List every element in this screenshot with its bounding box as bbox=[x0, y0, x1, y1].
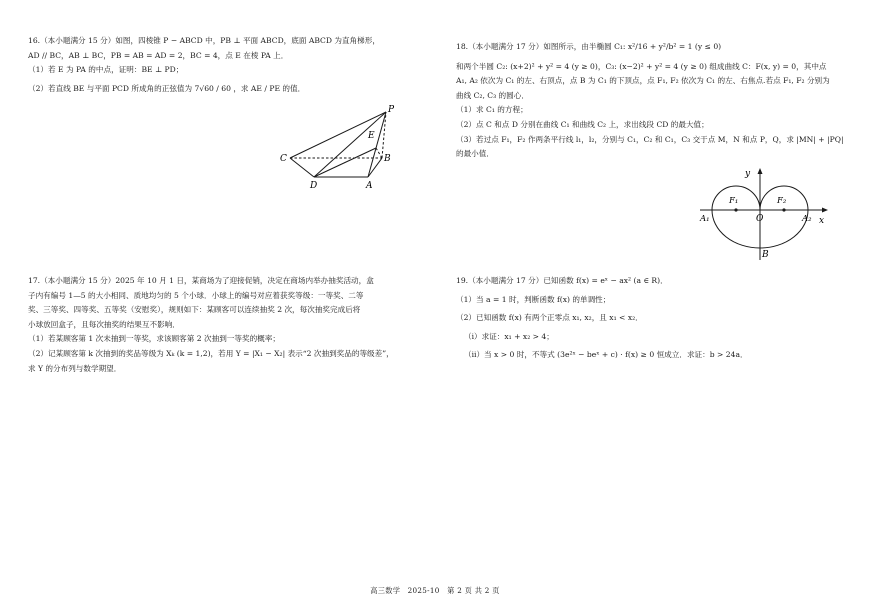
q17-line: 小球放回盒子，且每次抽奖的结果互不影响． bbox=[28, 319, 180, 329]
q17-line: 17.（本小题满分 15 分）2025 年 10 月 1 日，某商场为了迎接促销，决定在商场内举办抽奖活动，盒 bbox=[28, 276, 374, 285]
q19-line: （i）求证：x₁ + x₂ > 4； bbox=[464, 331, 554, 341]
label-O: O bbox=[756, 214, 764, 224]
label-P: P bbox=[388, 105, 395, 115]
question-16 bbox=[28, 34, 432, 96]
question-17 bbox=[28, 274, 432, 376]
label-A: A bbox=[366, 181, 373, 191]
q16-line: 16.（本小题满分 15 分）如图，四棱锥 P − ABCD 中，PB ⊥ 平面 ABCD，底面 ABCD 为直角梯形， bbox=[28, 36, 380, 45]
q18-line: 的最小值． bbox=[456, 149, 494, 159]
q17-line: （2）记某顾客第 k 次抽到的奖品等级为 Xₖ (k = 1,2)，若用 Y = |X₁ − X₂| 表示“2 次抽到奖品的等级差”， bbox=[28, 348, 394, 358]
q18-line: A₁, A₂ 依次为 C₁ 的左、右顶点，点 B 为 C₁ 的下顶点，点 F₁, F₂ 依次为 C₁ 的左、右焦点.若点 F₁, F₂ 分别为 bbox=[456, 76, 830, 86]
label-A1: A₁ bbox=[700, 214, 710, 224]
q19-line: （2）已知函数 f(x) 有两个正零点 x₁, x₂，且 x₁ < x₂． bbox=[456, 313, 643, 323]
label-F2: F₂ bbox=[777, 196, 787, 206]
question-18 bbox=[456, 40, 860, 162]
label-A2: A₂ bbox=[802, 214, 812, 224]
label-F1: F₁ bbox=[729, 196, 739, 206]
q16-line: AD // BC，AB ⊥ BC，PB = AB = AD = 2，BC = 4，点 E 在棱 PA 上． bbox=[28, 50, 289, 60]
q17-line: 求 Y 的分布列与数学期望． bbox=[28, 363, 122, 373]
q18-line: （1）求 C₁ 的方程； bbox=[456, 105, 528, 115]
q17-line: （1）若某顾客第 1 次未抽到一等奖，求该顾客第 2 次抽到一等奖的概率； bbox=[28, 334, 280, 344]
label-D: D bbox=[310, 181, 318, 191]
q18-line: 曲线 C₂, C₃ 的圆心． bbox=[456, 90, 529, 100]
q17-line: 奖、三等奖、四等奖、五等奖（安慰奖），规则如下：某顾客可以连续抽奖 2 次，每次抽奖完成后将 bbox=[28, 305, 361, 315]
label-x: x bbox=[819, 216, 825, 226]
label-y: y bbox=[745, 169, 751, 179]
label-B: B bbox=[762, 250, 769, 260]
q18-line: （3）若过点 F₁，F₂ 作两条平行线 l₁，l₂，分别与 C₁，C₂ 和 C₁，C₃ 交于点 M，N 和点 P，Q，求 |MN| + |PQ| bbox=[456, 134, 844, 144]
q19-line: （1）当 a = 1 时，判断函数 f(x) 的单调性； bbox=[456, 294, 611, 304]
q17-line: 子内有编号 1—5 的大小相同、质地均匀的 5 个小球．小球上的编号对应着获奖等级：一等奖、二等 bbox=[28, 290, 364, 300]
curve-figure bbox=[698, 164, 832, 262]
q16-line: （2）若直线 BE 与平面 PCD 所成角的正弦值为 7√60 / 60 ，求 AE / PE 的值． bbox=[28, 83, 306, 93]
q19-line: （ii）当 x > 0 时，不等式 (3e²ˣ − beˣ + c) · f(x) ≥ 0 恒成立．求证：b > 24a． bbox=[464, 350, 748, 360]
q18-line: 18.（本小题满分 17 分）如图所示，由半椭圆 C₁: x²/16 + y²/b² = 1 (y ≤ 0) bbox=[456, 42, 722, 51]
question-19 bbox=[456, 274, 860, 363]
q18-line: （2）点 C 和点 D 分别在曲线 C₁ 和曲线 C₂ 上，求出线段 CD 的最大值； bbox=[456, 119, 709, 129]
pyramid-figure bbox=[276, 100, 406, 194]
q16-line: （1）若 E 为 PA 的中点，证明：BE ⊥ PD； bbox=[28, 65, 184, 75]
label-C: C bbox=[280, 154, 287, 164]
page-footer: 高三数学 2025-10 第 2 页 共 2 页 bbox=[370, 586, 500, 595]
q18-line: 和两个半圆 C₂: (x+2)² + y² = 4 (y ≥ 0)，C₃: (x−2)² + y² = 4 (y ≥ 0) 组成曲线 C：F(x, y) = 0，其中点 bbox=[456, 61, 827, 71]
q19-line: 19.（本小题满分 17 分）已知函数 f(x) = eˣ − ax² (a ∈ R)． bbox=[456, 276, 668, 285]
label-E: E bbox=[368, 131, 375, 141]
label-B: B bbox=[384, 154, 391, 164]
